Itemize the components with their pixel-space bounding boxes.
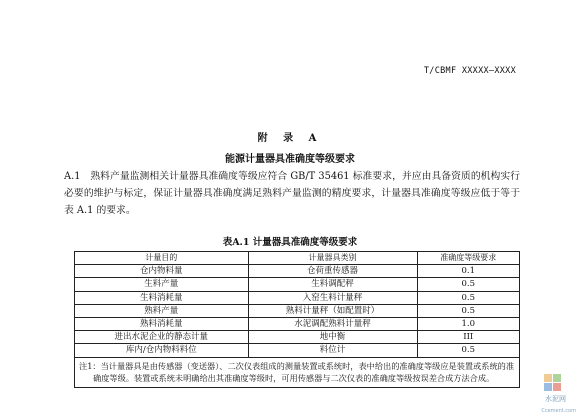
- cell-instrument: 入窑生料计量秤: [248, 291, 417, 304]
- cell-accuracy: 0.5: [417, 304, 519, 317]
- cell-accuracy: 0.5: [417, 278, 519, 291]
- accuracy-table: [74, 251, 520, 388]
- header-accuracy: 准确度等级要求: [417, 252, 519, 265]
- table-row: [75, 278, 520, 291]
- table-row: [75, 304, 520, 317]
- document-code: T/CBMF XXXXX—XXXX: [423, 66, 516, 76]
- cell-accuracy: 1.0: [417, 317, 519, 330]
- cell-accuracy: 0.5: [417, 291, 519, 304]
- cell-purpose: 库内/仓内物料料位: [75, 344, 249, 357]
- watermark-logo: [526, 372, 572, 412]
- table-header-row: [75, 252, 520, 265]
- header-instrument: 计量器具类别: [248, 252, 417, 265]
- watermark-url: Ccement.com: [541, 408, 576, 414]
- watermark-logo-icon: [526, 372, 572, 412]
- cell-purpose: 仓内物料量: [75, 265, 249, 278]
- cell-purpose: 熟料消耗量: [75, 317, 249, 330]
- cell-accuracy: 0.1: [417, 265, 519, 278]
- cell-instrument: 水泥调配熟料计量秤: [248, 317, 417, 330]
- cell-accuracy: 0.5: [417, 344, 519, 357]
- cell-instrument: 地中衡: [248, 331, 417, 344]
- cell-instrument: 料位计: [248, 344, 417, 357]
- cell-purpose: 进出水泥企业的静态计量: [75, 331, 249, 344]
- appendix-label: 附 录 A: [257, 133, 323, 144]
- appendix-title: 能源计量器具准确度等级要求: [225, 154, 355, 165]
- table-note: 注1：当计量器具是由传感器（变送器）、二次仪表组成的测量装置或系统时，表中给出的准确度等级应是装置或系统的准确度等级。装置或系统未明确给出其准确度等级时，可用传感器与二次仪表的准确度等级按误差合成方法合成。: [75, 357, 520, 387]
- cell-purpose: 生料消耗量: [75, 291, 249, 304]
- table-title: 表A.1 计量器具准确度等级要求: [222, 237, 358, 248]
- table-row: [75, 291, 520, 304]
- table-row: [75, 317, 520, 330]
- cell-instrument: 熟料计量秤（如配置时）: [248, 304, 417, 317]
- appendix-paragraph: A.1 熟料产量监测相关计量器具准确度等级应符合 GB/T 35461 标准要求，并应由具备资质的机构实行必要的维护与标定，保证计量器具准确度满足熟料产量监测的精度要求，计量器具准确度等级应低于等于表 A.1 的要求。: [64, 171, 520, 216]
- table-row: [75, 265, 520, 278]
- table-note-row: [75, 357, 520, 387]
- cell-instrument: 生料调配秤: [248, 278, 417, 291]
- header-purpose: 计量目的: [75, 252, 249, 265]
- table-row: [75, 344, 520, 357]
- cell-instrument: 仓荷重传感器: [248, 265, 417, 278]
- cell-accuracy: III: [417, 331, 519, 344]
- cell-purpose: 熟料产量: [75, 304, 249, 317]
- cell-purpose: 生料产量: [75, 278, 249, 291]
- table-row: [75, 331, 520, 344]
- watermark-text: 水泥网: [545, 395, 566, 403]
